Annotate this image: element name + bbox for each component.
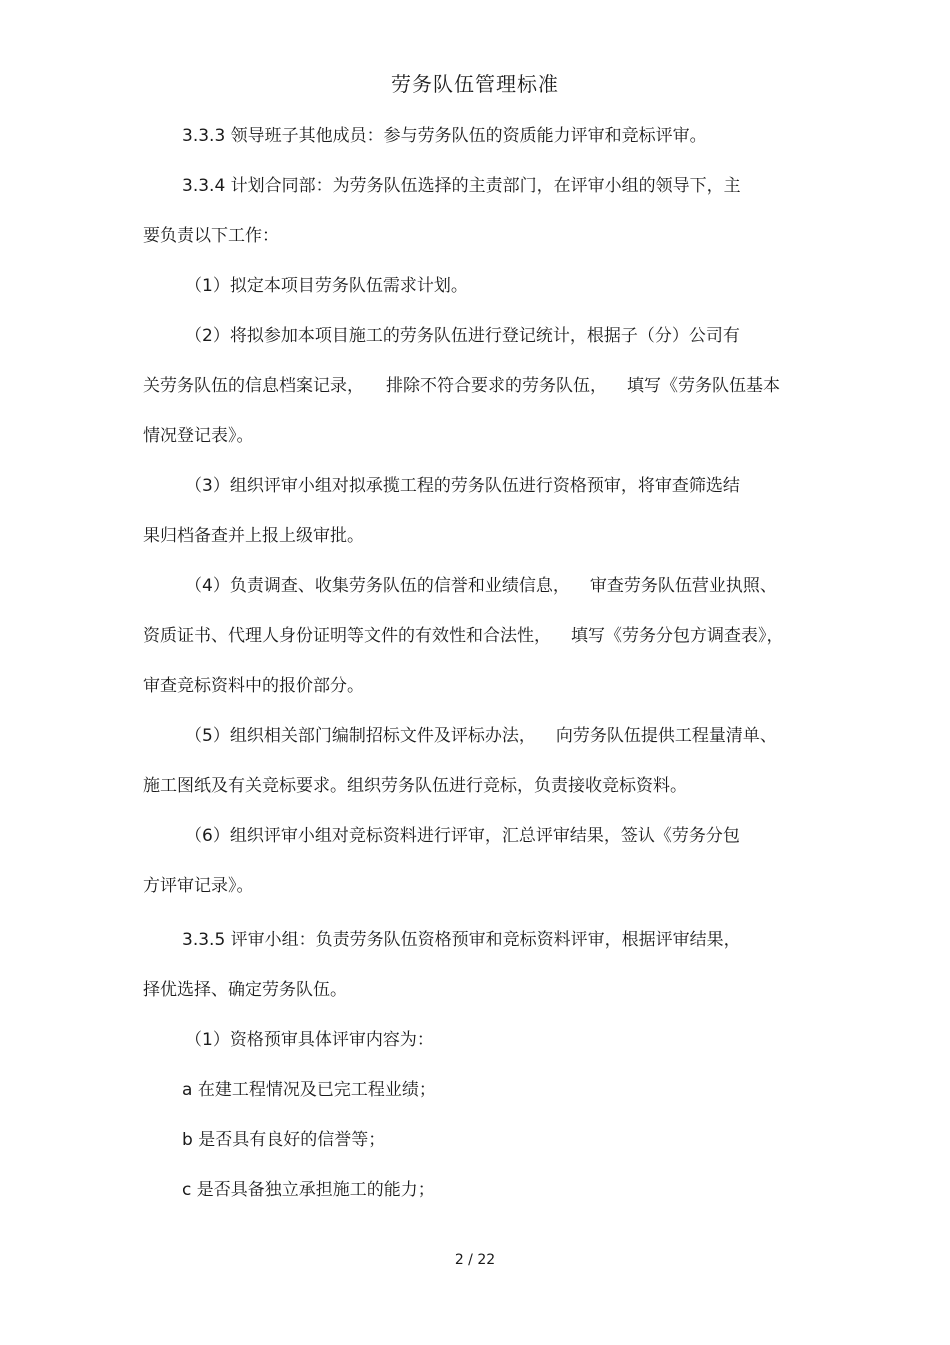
item-2-cont (143, 374, 780, 398)
item-4-segment-c: 资质证书、代理人身份证明等文件的有效性和合法性， (143, 626, 551, 646)
item-2-end: 情况登记表》。 (143, 426, 254, 446)
item-6-cont: 方评审记录》。 (143, 876, 254, 896)
item-5 (185, 724, 777, 748)
item-4-cont (143, 624, 784, 648)
item-6: （6）组织评审小组对竞标资料进行评审，汇总评审结果，签认《劳务分包 (185, 826, 740, 846)
clause-3-3-5: 3.3.5 评审小组：负责劳务队伍资格预审和竞标资料评审，根据评审结果， (182, 930, 741, 950)
item-2-segment-c: 填写《劳务队伍基本 (627, 376, 780, 396)
subitem-a: a 在建工程情况及已完工程业绩； (182, 1080, 436, 1100)
item-4-segment-b: 审查劳务队伍营业执照、 (589, 576, 777, 596)
item-1: （1）拟定本项目劳务队伍需求计划。 (185, 276, 468, 296)
item-3: （3）组织评审小组对拟承揽工程的劳务队伍进行资格预审，将审查筛选结 (185, 476, 740, 496)
item-5-segment-a: （5）组织相关部门编制招标文件及评标办法， (185, 726, 536, 746)
page-title: 劳务队伍管理标准 (391, 72, 559, 96)
subitem-1: （1）资格预审具体评审内容为： (185, 1030, 434, 1050)
clause-3-3-4-cont: 要负责以下工作： (143, 226, 279, 246)
item-5-cont: 施工图纸及有关竞标要求。组织劳务队伍进行竞标，负责接收竞标资料。 (143, 776, 687, 796)
item-4-segment-d: 填写《劳务分包方调查表》， (571, 626, 784, 646)
clause-3-3-4: 3.3.4 计划合同部：为劳务队伍选择的主责部门，在评审小组的领导下，主 (182, 176, 741, 196)
item-2-segment-a: 关劳务队伍的信息档案记录， (143, 376, 364, 396)
subitem-b: b 是否具有良好的信誉等； (182, 1130, 386, 1150)
clause-3-3-5-cont: 择优选择、确定劳务队伍。 (143, 980, 347, 1000)
subitem-c: c 是否具备独立承担施工的能力； (182, 1180, 435, 1200)
item-4 (185, 574, 777, 598)
item-3-cont: 果归档备查并上报上级审批。 (143, 526, 364, 546)
item-2: （2）将拟参加本项目施工的劳务队伍进行登记统计，根据子（分）公司有 (185, 326, 740, 346)
page-number: 2 / 22 (454, 1252, 496, 1268)
item-4-segment-a: （4）负责调查、收集劳务队伍的信誉和业绩信息， (185, 576, 570, 596)
item-2-segment-b: 排除不符合要求的劳务队伍， (386, 376, 607, 396)
clause-3-3-3: 3.3.3 领导班子其他成员：参与劳务队伍的资质能力评审和竞标评审。 (182, 126, 707, 146)
item-4-end: 审查竞标资料中的报价部分。 (143, 676, 364, 696)
item-5-segment-b: 向劳务队伍提供工程量清单、 (555, 726, 777, 746)
